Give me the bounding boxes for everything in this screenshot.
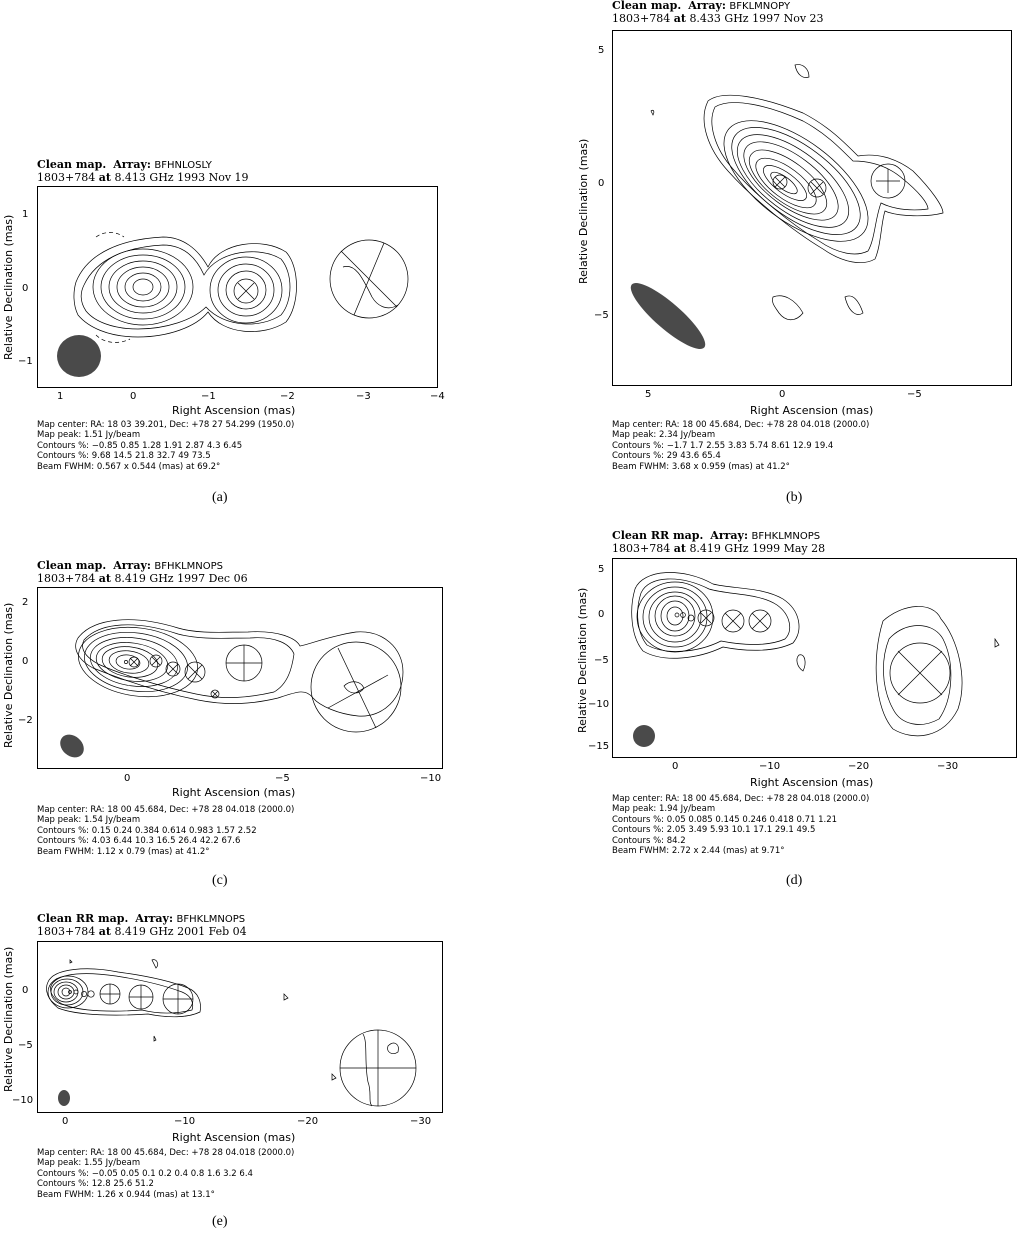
x-axis-label: Right Ascension (mas) xyxy=(172,404,296,417)
x-tick: −10 xyxy=(420,773,442,784)
y-tick: 0 xyxy=(22,985,29,996)
y-tick: 0 xyxy=(22,656,29,667)
y-tick: 5 xyxy=(598,45,605,56)
map-title: Clean map. Array: BFKLMNOPY xyxy=(612,0,791,12)
map-subtitle: 1803+784 at 8.413 GHz 1993 Nov 19 xyxy=(37,171,249,184)
y-tick: −2 xyxy=(18,715,33,726)
map-info: Map center: RA: 18 00 45.684, Dec: +78 28 04.018 (2000.0) Map peak: 2.34 Jy/beam Contours %: −1.7 1.7 2.55 3.83 5.74 8.61 12.9 19.4 Contours %: 29 43.6 65.4 Beam FWHM: 3.68 x 0.959 (mas) at 41.2° xyxy=(612,420,870,472)
x-tick: −1 xyxy=(201,391,216,402)
y-axis-label: Relative Declination (mas) xyxy=(2,602,15,748)
figure-caption: (a) xyxy=(212,490,228,505)
y-tick: 0 xyxy=(22,283,29,294)
x-tick: −30 xyxy=(410,1116,432,1127)
x-tick: −20 xyxy=(297,1116,319,1127)
contour-plot xyxy=(37,941,443,1113)
contour-map xyxy=(613,31,1013,387)
x-tick: 0 xyxy=(672,761,679,772)
y-tick: 0 xyxy=(598,178,605,189)
map-info: Map center: RA: 18 00 45.684, Dec: +78 28 04.018 (2000.0) Map peak: 1.94 Jy/beam Contours %: 0.05 0.085 0.145 0.246 0.418 0.71 1.21 Contours %: 2.05 3.49 5.93 10.1 17.1 29.1 49.5 Contours %: 84.2 Beam FWHM: 2.72 x 2.44 (mas) at 9.71° xyxy=(612,794,870,857)
x-tick: −2 xyxy=(280,391,295,402)
y-tick: −5 xyxy=(594,655,609,666)
x-tick: 0 xyxy=(124,773,131,784)
map-title: Clean map. Array: BFHNLOSLY xyxy=(37,158,212,171)
map-info: Map center: RA: 18 03 39.201, Dec: +78 27 54.299 (1950.0) Map peak: 1.51 Jy/beam Contours %: −0.85 0.85 1.28 1.91 2.87 4.3 6.45 Contours %: 9.68 14.5 21.8 32.7 49 73.5 Beam FWHM: 0.567 x 0.544 (mas) at 69.2° xyxy=(37,420,295,472)
x-tick: −30 xyxy=(937,761,959,772)
x-tick: −20 xyxy=(848,761,870,772)
y-tick: 1 xyxy=(22,209,29,220)
contour-plot xyxy=(37,587,443,769)
contour-map xyxy=(38,942,444,1114)
y-tick: −10 xyxy=(588,699,610,710)
x-axis-label: Right Ascension (mas) xyxy=(172,786,296,799)
map-info: Map center: RA: 18 00 45.684, Dec: +78 28 04.018 (2000.0) Map peak: 1.54 Jy/beam Contours %: 0.15 0.24 0.384 0.614 0.983 1.57 2.52 Contours %: 4.03 6.44 10.3 16.5 26.4 42.2 67.6 Beam FWHM: 1.12 x 0.79 (mas) at 41.2° xyxy=(37,805,295,857)
x-axis-label: Right Ascension (mas) xyxy=(172,1131,296,1144)
y-tick: 2 xyxy=(22,597,29,608)
y-tick: −10 xyxy=(12,1095,34,1106)
x-tick: −5 xyxy=(907,389,922,400)
contour-plot xyxy=(37,186,438,388)
x-tick: −5 xyxy=(275,773,290,784)
y-tick: −5 xyxy=(18,1040,33,1051)
y-tick: −1 xyxy=(18,356,33,367)
x-axis-label: Right Ascension (mas) xyxy=(750,776,874,789)
y-tick: −15 xyxy=(588,741,610,752)
y-axis-label: Relative Declination (mas) xyxy=(2,214,15,360)
y-axis-label: Relative Declination (mas) xyxy=(577,138,590,284)
contour-plot xyxy=(612,558,1017,758)
y-axis-label: Relative Declination (mas) xyxy=(2,946,15,1092)
figure-caption: (b) xyxy=(786,490,803,505)
y-tick: −5 xyxy=(594,310,609,321)
map-title: Clean RR map. Array: BFHKLMNOPS xyxy=(612,529,821,542)
x-tick: 5 xyxy=(645,389,652,400)
map-title: Clean map. Array: BFHKLMNOPS xyxy=(37,559,224,572)
contour-plot xyxy=(612,30,1012,386)
x-tick: 0 xyxy=(62,1116,69,1127)
figure-caption: (e) xyxy=(212,1214,228,1229)
map-subtitle: 1803+784 at 8.419 GHz 1999 May 28 xyxy=(612,542,826,555)
map-subtitle: 1803+784 at 8.419 GHz 1997 Dec 06 xyxy=(37,572,248,585)
y-tick: 5 xyxy=(598,564,605,575)
map-info: Map center: RA: 18 00 45.684, Dec: +78 28 04.018 (2000.0) Map peak: 1.55 Jy/beam Contours %: −0.05 0.05 0.1 0.2 0.4 0.8 1.6 3.2 6.4 Contours %: 12.8 25.6 51.2 Beam FWHM: 1.26 x 0.944 (mas) at 13.1° xyxy=(37,1148,295,1200)
contour-map xyxy=(613,559,1018,759)
x-axis-label: Right Ascension (mas) xyxy=(750,404,874,417)
figure-caption: (d) xyxy=(786,873,803,888)
map-subtitle: 1803+784 at 8.433 GHz 1997 Nov 23 xyxy=(612,12,824,25)
map-subtitle: 1803+784 at 8.419 GHz 2001 Feb 04 xyxy=(37,925,247,938)
x-tick: −4 xyxy=(430,391,445,402)
x-tick: 0 xyxy=(130,391,137,402)
figure-caption: (c) xyxy=(212,873,228,888)
map-title: Clean RR map. Array: BFHKLMNOPS xyxy=(37,912,246,925)
x-tick: −10 xyxy=(759,761,781,772)
x-tick: 0 xyxy=(779,389,786,400)
contour-map xyxy=(38,187,439,389)
y-axis-label: Relative Declination (mas) xyxy=(576,587,589,733)
y-tick: 0 xyxy=(598,609,605,620)
x-tick: −10 xyxy=(174,1116,196,1127)
contour-map xyxy=(38,588,444,770)
x-tick: 1 xyxy=(57,391,64,402)
x-tick: −3 xyxy=(356,391,371,402)
